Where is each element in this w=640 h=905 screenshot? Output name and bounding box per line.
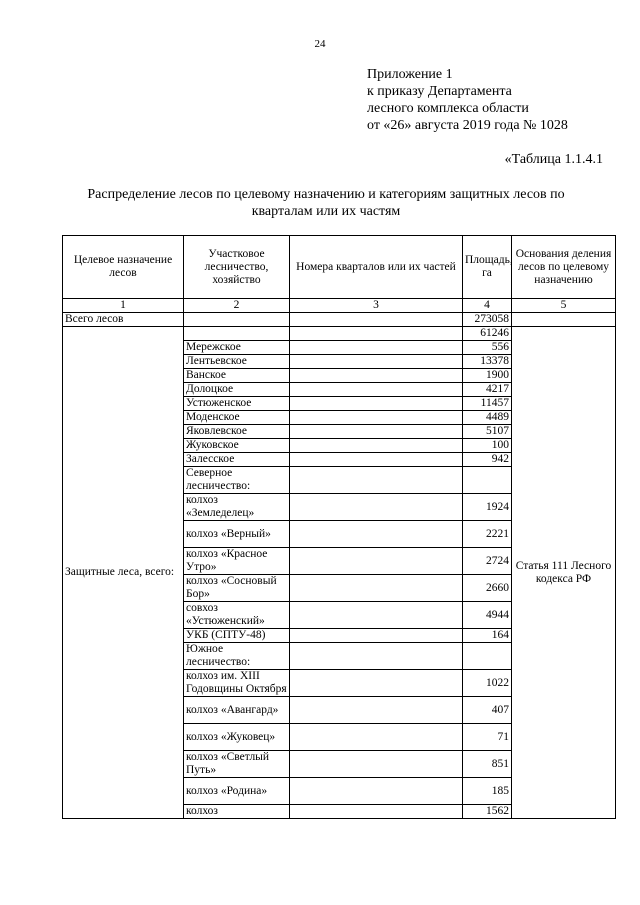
forestry-name: Лентьевское <box>184 355 290 369</box>
header-quarters: Номера кварталов или их частей <box>290 236 463 299</box>
header-purpose: Целевое назначение лесов <box>63 236 184 299</box>
forestry-name: Жуковское <box>184 439 290 453</box>
forestry-name: совхоз «Устюженский» <box>184 602 290 629</box>
forestry-name: колхоз «Авангард» <box>184 697 290 724</box>
area-value: 2724 <box>463 548 512 575</box>
area-value: 13378 <box>463 355 512 369</box>
protective-row <box>63 327 616 341</box>
area-value: 407 <box>463 697 512 724</box>
area-value: 2660 <box>463 575 512 602</box>
area-value: 556 <box>463 341 512 355</box>
forestry-name: УКБ (СПТУ-48) <box>184 629 290 643</box>
area-value: 4944 <box>463 602 512 629</box>
forestry-name: колхоз «Жуковец» <box>184 724 290 751</box>
area-value: 1562 <box>463 805 512 819</box>
forestry-name: колхоз «Земледелец» <box>184 494 290 521</box>
table-reference: «Таблица 1.1.4.1 <box>504 152 603 167</box>
area-value: 164 <box>463 629 512 643</box>
quarters-cell <box>290 521 463 548</box>
total-label: Всего лесов <box>63 313 184 327</box>
quarters-cell <box>290 697 463 724</box>
forestry-name: Яковлевское <box>184 425 290 439</box>
quarters-cell <box>290 643 463 670</box>
area-value: 4489 <box>463 411 512 425</box>
total-area: 273058 <box>463 313 512 327</box>
document-title: Распределение лесов по целевому назначению и категориям защитных лесов по кварталам или их частям <box>87 187 565 219</box>
appendix-block <box>367 66 568 134</box>
quarters-cell <box>290 751 463 778</box>
header-area: Площадь, га <box>463 236 512 299</box>
forestry-name: колхоз «Красное Утро» <box>184 548 290 575</box>
forestry-name: колхоз «Родина» <box>184 778 290 805</box>
appendix-line-1: Приложение 1 <box>367 67 453 82</box>
area-value <box>463 643 512 670</box>
area-value: 1924 <box>463 494 512 521</box>
forestry-name: колхоз <box>184 805 290 819</box>
quarters-cell <box>290 805 463 819</box>
quarters-cell <box>290 602 463 629</box>
area-value: 851 <box>463 751 512 778</box>
quarters-cell <box>290 575 463 602</box>
quarters-cell <box>290 369 463 383</box>
col-number: 3 <box>290 299 463 313</box>
forestry-name: колхоз «Сосновый Бор» <box>184 575 290 602</box>
header-basis: Основания деления лесов по целевому назначению <box>512 236 616 299</box>
appendix-line-3: лесного комплекса области <box>367 101 529 116</box>
quarters-cell <box>290 383 463 397</box>
quarters-cell <box>290 494 463 521</box>
forestry-name: Мережское <box>184 341 290 355</box>
area-value: 100 <box>463 439 512 453</box>
col-number: 2 <box>184 299 290 313</box>
protective-basis: Статья 111 Лесного кодекса РФ <box>512 327 616 819</box>
col-number: 1 <box>63 299 184 313</box>
quarters-cell <box>290 453 463 467</box>
area-value: 942 <box>463 453 512 467</box>
quarters-cell <box>290 341 463 355</box>
quarters-cell <box>290 425 463 439</box>
area-value: 185 <box>463 778 512 805</box>
protective-area: 61246 <box>463 327 512 341</box>
forest-distribution-table <box>62 235 616 819</box>
forestry-name: Ванское <box>184 369 290 383</box>
forestry-name: Залесское <box>184 453 290 467</box>
page-number: 24 <box>314 38 326 50</box>
area-value: 5107 <box>463 425 512 439</box>
quarters-cell <box>290 355 463 369</box>
quarters-cell <box>290 439 463 453</box>
area-value: 1900 <box>463 369 512 383</box>
total-row <box>63 313 616 327</box>
forestry-name: Устюженское <box>184 397 290 411</box>
quarters-cell <box>290 724 463 751</box>
appendix-line-2: к приказу Департамента <box>367 84 512 99</box>
forestry-name: колхоз им. XIII Годовщины Октября <box>184 670 290 697</box>
quarters-cell <box>290 670 463 697</box>
quarters-cell <box>290 548 463 575</box>
header-forestry: Участковое лесничество, хозяйство <box>184 236 290 299</box>
area-value: 11457 <box>463 397 512 411</box>
area-value: 4217 <box>463 383 512 397</box>
forestry-name: Южное лесничество: <box>184 643 290 670</box>
area-value: 1022 <box>463 670 512 697</box>
quarters-cell <box>290 629 463 643</box>
forestry-name: Северное лесничество: <box>184 467 290 494</box>
col-number: 4 <box>463 299 512 313</box>
protective-label: Защитные леса, всего: <box>63 327 184 819</box>
forestry-name: колхоз «Верный» <box>184 521 290 548</box>
quarters-cell <box>290 397 463 411</box>
area-value: 71 <box>463 724 512 751</box>
forestry-name: Моденское <box>184 411 290 425</box>
col-number: 5 <box>512 299 616 313</box>
forestry-name: Долоцкое <box>184 383 290 397</box>
quarters-cell <box>290 467 463 494</box>
area-value <box>463 467 512 494</box>
forestry-name: колхоз «Светлый Путь» <box>184 751 290 778</box>
quarters-cell <box>290 778 463 805</box>
area-value: 2221 <box>463 521 512 548</box>
appendix-line-4: от «26» августа 2019 года № 1028 <box>367 118 568 133</box>
quarters-cell <box>290 411 463 425</box>
